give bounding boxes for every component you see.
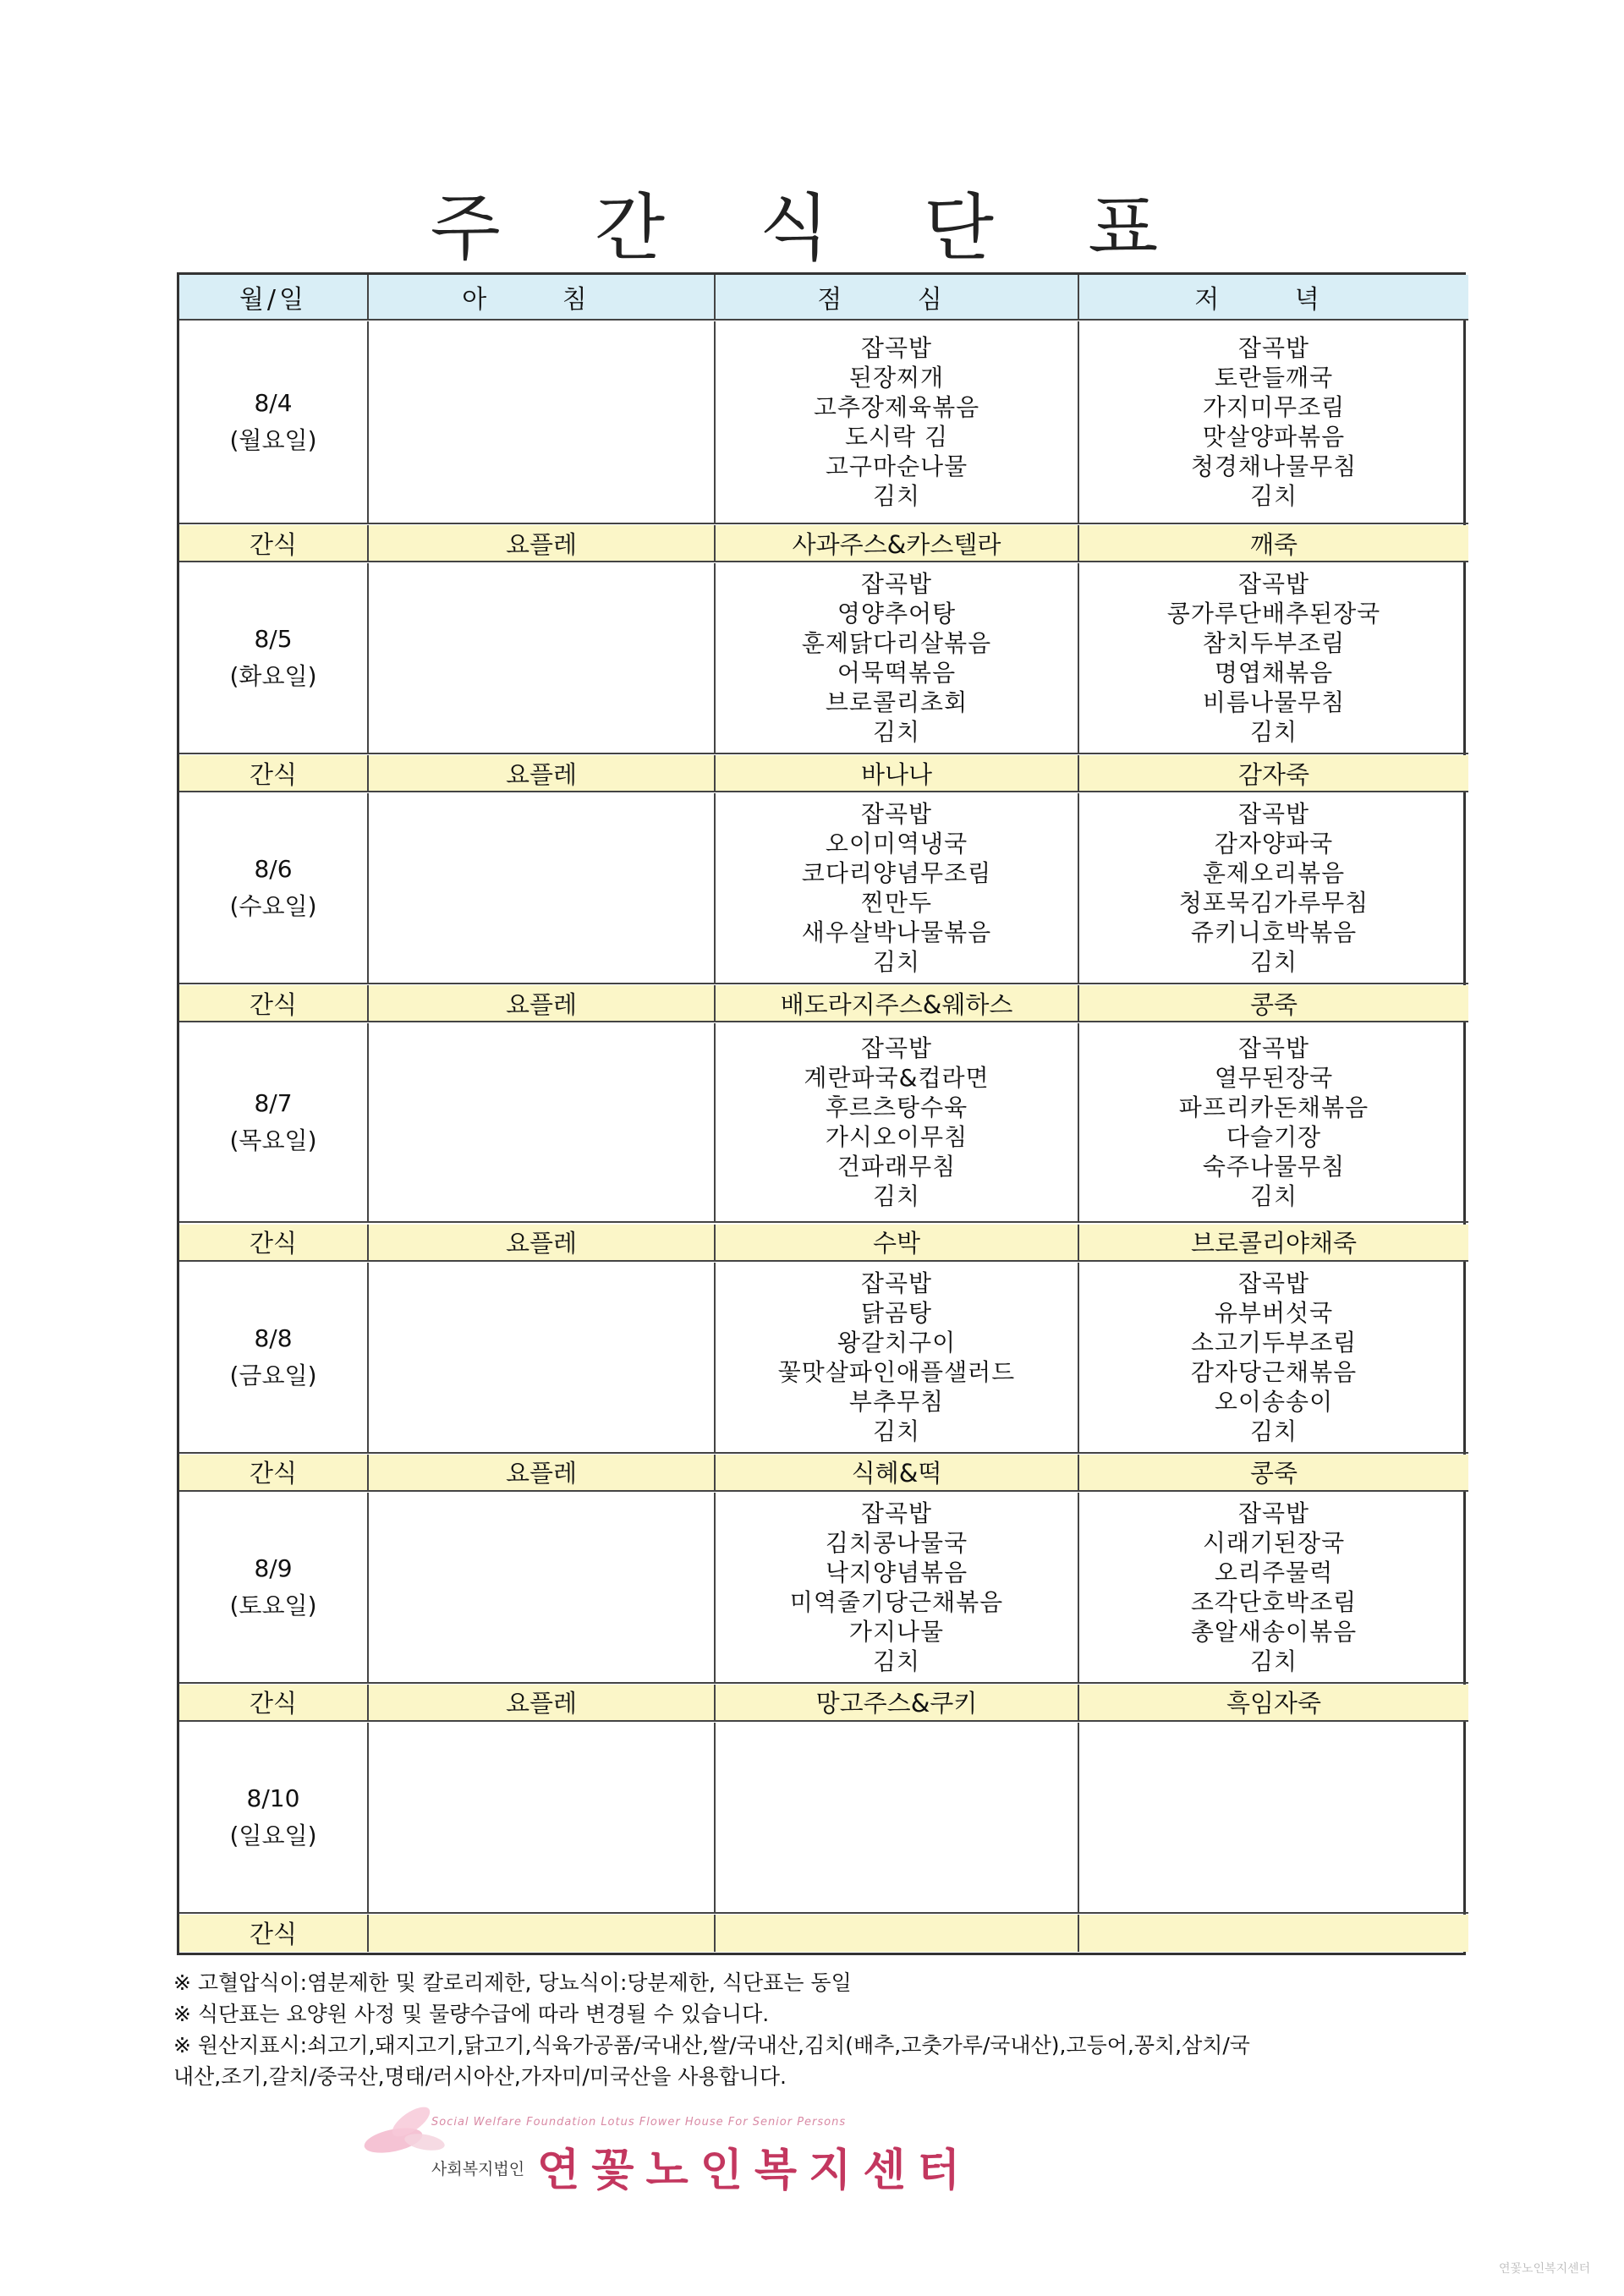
breakfast-cell: [369, 1023, 716, 1223]
dinner-menu-item: 잡곡밥: [1237, 1499, 1310, 1527]
lunch-menu-item: 된장찌개: [848, 364, 945, 392]
dinner-cell: [1079, 563, 1468, 754]
weekday-text: (토요일): [229, 1591, 317, 1619]
dinner-menu-item: 김치: [1249, 1647, 1298, 1675]
lunch-cell: [716, 793, 1079, 984]
weekday-text: (금요일): [229, 1361, 317, 1389]
day-date-cell: [179, 793, 369, 984]
lunch-menu-item: 미역줄기당근채볶음: [789, 1587, 1004, 1616]
snack-breakfast: 요플레: [369, 985, 716, 1022]
lunch-cell: [716, 1263, 1079, 1454]
dinner-menu-item: 소고기두부조림: [1190, 1328, 1358, 1356]
snack-dinner: [1079, 1915, 1468, 1952]
snack-label: 간식: [179, 1915, 369, 1952]
dinner-menu-item: 가지미무조림: [1202, 393, 1346, 422]
lunch-menu-item: 김치: [872, 1182, 921, 1211]
dinner-menu-item: 잡곡밥: [1237, 1269, 1310, 1297]
lunch-menu-item: 찐만두: [860, 889, 933, 918]
dinner-menu-item: 비름나물무침: [1202, 688, 1346, 717]
lunch-cell: [716, 1723, 1079, 1914]
lunch-cell: [716, 563, 1079, 754]
lunch-menu-item: 잡곡밥: [860, 570, 933, 599]
lunch-menu-item: 꽃맛살파인애플샐러드: [777, 1357, 1016, 1386]
date-text: 8/9: [254, 1553, 293, 1582]
date-text: 8/7: [254, 1089, 293, 1118]
watermark-logo-text: 연꽃노인복지센터: [1499, 2262, 1591, 2276]
breakfast-cell: [369, 793, 716, 984]
lunch-menu-item: 낙지양념볶음: [825, 1558, 968, 1586]
snack-breakfast: 요플레: [369, 1685, 716, 1722]
dinner-menu-item: 잡곡밥: [1237, 570, 1310, 599]
dinner-menu-item: 잡곡밥: [1237, 800, 1310, 829]
lunch-menu-item: 김치: [872, 948, 921, 977]
dinner-menu-item: 청경채나물무침: [1190, 452, 1358, 481]
dinner-menu-item: 김치: [1249, 718, 1298, 747]
logo-org-type: 사회복지법인: [431, 2160, 525, 2178]
lunch-menu-item: 부추무침: [848, 1387, 945, 1416]
snack-lunch: 바나나: [716, 755, 1079, 792]
snack-label: 간식: [179, 1455, 369, 1492]
date-text: 8/10: [246, 1784, 300, 1812]
dinner-menu-item: 김치: [1249, 1182, 1298, 1211]
dinner-menu-item: 열무된장국: [1214, 1064, 1334, 1093]
day-date-cell: [179, 1723, 369, 1914]
dinner-menu-item: 맛살양파볶음: [1202, 423, 1346, 452]
lunch-menu-item: 잡곡밥: [860, 1034, 933, 1063]
dinner-menu-item: 감자양파국: [1214, 830, 1334, 858]
day-date-cell: [179, 321, 369, 524]
dinner-menu-item: 오리주물럭: [1214, 1558, 1334, 1586]
lunch-menu-item: 잡곡밥: [860, 334, 933, 363]
lunch-menu-item: 김치콩나물국: [825, 1528, 968, 1557]
dinner-menu-item: 훈제오리볶음: [1202, 859, 1346, 888]
snack-breakfast: 요플레: [369, 1455, 716, 1492]
snack-dinner: 콩죽: [1079, 985, 1468, 1022]
page-title: 주 간 식 단 표: [430, 186, 1194, 271]
snack-label: 간식: [179, 1685, 369, 1722]
snack-breakfast: [369, 1915, 716, 1952]
snack-dinner: 콩죽: [1079, 1455, 1468, 1492]
dinner-menu-item: 숙주나물무침: [1202, 1153, 1346, 1181]
lotus-petal-icon: [403, 2131, 446, 2153]
lunch-menu-item: 김치: [872, 1417, 921, 1445]
snack-breakfast: 요플레: [369, 525, 716, 562]
header-lunch: 점 심: [716, 275, 1079, 321]
note-line: ※ 식단표는 요양원 사정 및 물량수급에 따라 변경될 수 있습니다.: [173, 2002, 770, 2026]
lunch-menu-item: 고추장제육볶음: [813, 393, 980, 422]
dinner-menu-item: 감자당근채볶음: [1190, 1357, 1358, 1386]
lunch-menu-item: 후르츠탕수육: [825, 1093, 968, 1122]
dinner-cell: [1079, 1263, 1468, 1454]
dinner-menu-item: 토란들깨국: [1214, 364, 1334, 392]
lunch-menu-item: 훈제닭다리살볶음: [801, 629, 992, 658]
lunch-menu-item: 가시오이무침: [825, 1123, 968, 1152]
dinner-menu-item: 잡곡밥: [1237, 1034, 1310, 1063]
lunch-menu-item: 김치: [872, 718, 921, 747]
dinner-cell: [1079, 1493, 1468, 1684]
lunch-menu-item: 브로콜리초회: [825, 688, 968, 717]
dinner-menu-item: 오이송송이: [1214, 1387, 1334, 1416]
day-date-cell: [179, 563, 369, 754]
lunch-menu-item: 도시락 김: [844, 423, 949, 452]
dinner-menu-item: 조각단호박조림: [1190, 1587, 1358, 1616]
lunch-menu-item: 잡곡밥: [860, 1499, 933, 1527]
day-date-cell: [179, 1263, 369, 1454]
snack-dinner: 브로콜리야채죽: [1079, 1225, 1468, 1262]
lunch-menu-item: 김치: [872, 1647, 921, 1675]
weekday-text: (일요일): [229, 1821, 317, 1849]
snack-dinner: 감자죽: [1079, 755, 1468, 792]
lunch-menu-item: 건파래무침: [837, 1153, 957, 1181]
breakfast-cell: [369, 1723, 716, 1914]
lunch-menu-item: 김치: [872, 482, 921, 511]
dinner-menu-item: 콩가루단배추된장국: [1166, 600, 1381, 628]
breakfast-cell: [369, 1263, 716, 1454]
header-date: 월/일: [179, 275, 369, 321]
dinner-menu-item: 파프리카돈채볶음: [1178, 1093, 1369, 1122]
date-text: 8/5: [254, 625, 293, 654]
lunch-menu-item: 오이미역냉국: [825, 830, 968, 858]
lunch-menu-item: 영양추어탕: [837, 600, 957, 628]
header-breakfast: 아 침: [369, 275, 716, 321]
date-text: 8/8: [254, 1323, 293, 1352]
dinner-menu-item: 유부버섯국: [1214, 1298, 1334, 1327]
date-text: 8/4: [254, 389, 293, 418]
snack-lunch: 식혜&떡: [716, 1455, 1079, 1492]
lunch-menu-item: 코다리양념무조림: [801, 859, 992, 888]
lunch-menu-item: 잡곡밥: [860, 1269, 933, 1297]
note-line: ※ 고혈압식이:염분제한 및 칼로리제한, 당뇨식이:당분제한, 식단표는 동일: [173, 1970, 852, 1995]
dinner-menu-item: 김치: [1249, 948, 1298, 977]
logo-english-text: Social Welfare Foundation Lotus Flower House For Senior Persons: [431, 2116, 847, 2129]
snack-breakfast: 요플레: [369, 1225, 716, 1262]
date-text: 8/6: [254, 855, 293, 884]
snack-breakfast: 요플레: [369, 755, 716, 792]
lunch-cell: [716, 321, 1079, 524]
weekday-text: (목요일): [229, 1126, 317, 1155]
lunch-menu-item: 계란파국&컵라면: [804, 1064, 990, 1093]
note-line: ※ 원산지표시:쇠고기,돼지고기,닭고기,식육가공품/국내산,쌀/국내산,김치(배추,고춧가루/국내산),고등어,꽁치,삼치/국: [173, 2033, 1250, 2058]
snack-dinner: 깨죽: [1079, 525, 1468, 562]
notes: [173, 1967, 1459, 2092]
breakfast-cell: [369, 563, 716, 754]
weekday-text: (월요일): [229, 426, 317, 455]
lunch-cell: [716, 1023, 1079, 1223]
snack-lunch: 배도라지주스&웨하스: [716, 985, 1079, 1022]
dinner-menu-item: 다슬기장: [1226, 1123, 1322, 1152]
lunch-menu-item: 잡곡밥: [860, 800, 933, 829]
dinner-menu-item: 시래기된장국: [1202, 1528, 1346, 1557]
day-date-cell: [179, 1023, 369, 1223]
lunch-menu-item: 어묵떡볶음: [837, 659, 957, 688]
header-dinner: 저 녁: [1079, 275, 1468, 321]
breakfast-cell: [369, 1493, 716, 1684]
dinner-menu-item: 잡곡밥: [1237, 334, 1310, 363]
snack-label: 간식: [179, 985, 369, 1022]
dinner-menu-item: 쥬키니호박볶음: [1190, 918, 1358, 947]
breakfast-cell: [369, 321, 716, 524]
lunch-menu-item: 가지나물: [848, 1617, 945, 1646]
dinner-menu-item: 명엽채볶음: [1214, 659, 1334, 688]
snack-label: 간식: [179, 525, 369, 562]
snack-lunch: 사과주스&카스텔라: [716, 525, 1079, 562]
snack-dinner: 흑임자죽: [1079, 1685, 1468, 1722]
snack-label: 간식: [179, 755, 369, 792]
lunch-cell: [716, 1493, 1079, 1684]
weekday-text: (화요일): [229, 662, 317, 691]
note-line: 내산,조기,갈치/중국산,명태/러시아산,가자미/미국산을 사용합니다.: [173, 2064, 787, 2089]
snack-label: 간식: [179, 1225, 369, 1262]
snack-lunch: 망고주스&쿠키: [716, 1685, 1079, 1722]
snack-lunch: 수박: [716, 1225, 1079, 1262]
snack-lunch: [716, 1915, 1079, 1952]
corner-watermark: [1499, 2260, 1590, 2277]
dinner-cell: [1079, 793, 1468, 984]
logo-name: 연꽃노인복지센터: [537, 2145, 972, 2196]
day-date-cell: [179, 1493, 369, 1684]
lunch-menu-item: 고구마순나물: [825, 452, 968, 481]
dinner-menu-item: 총알새송이볶음: [1190, 1617, 1358, 1646]
dinner-cell: [1079, 321, 1468, 524]
dinner-cell: [1079, 1023, 1468, 1223]
dinner-menu-item: 김치: [1249, 482, 1298, 511]
lunch-menu-item: 닭곰탕: [860, 1298, 933, 1327]
dinner-menu-item: 참치두부조림: [1202, 629, 1346, 658]
dinner-menu-item: 김치: [1249, 1417, 1298, 1445]
dinner-cell: [1079, 1723, 1468, 1914]
organization-logo: [364, 2106, 1040, 2199]
dinner-menu-item: 청포묵김가루무침: [1178, 889, 1369, 918]
weekday-text: (수요일): [229, 892, 317, 921]
lunch-menu-item: 새우살박나물볶음: [801, 918, 992, 947]
weekly-menu-table: [177, 272, 1466, 1955]
lunch-menu-item: 왕갈치구이: [837, 1328, 957, 1356]
